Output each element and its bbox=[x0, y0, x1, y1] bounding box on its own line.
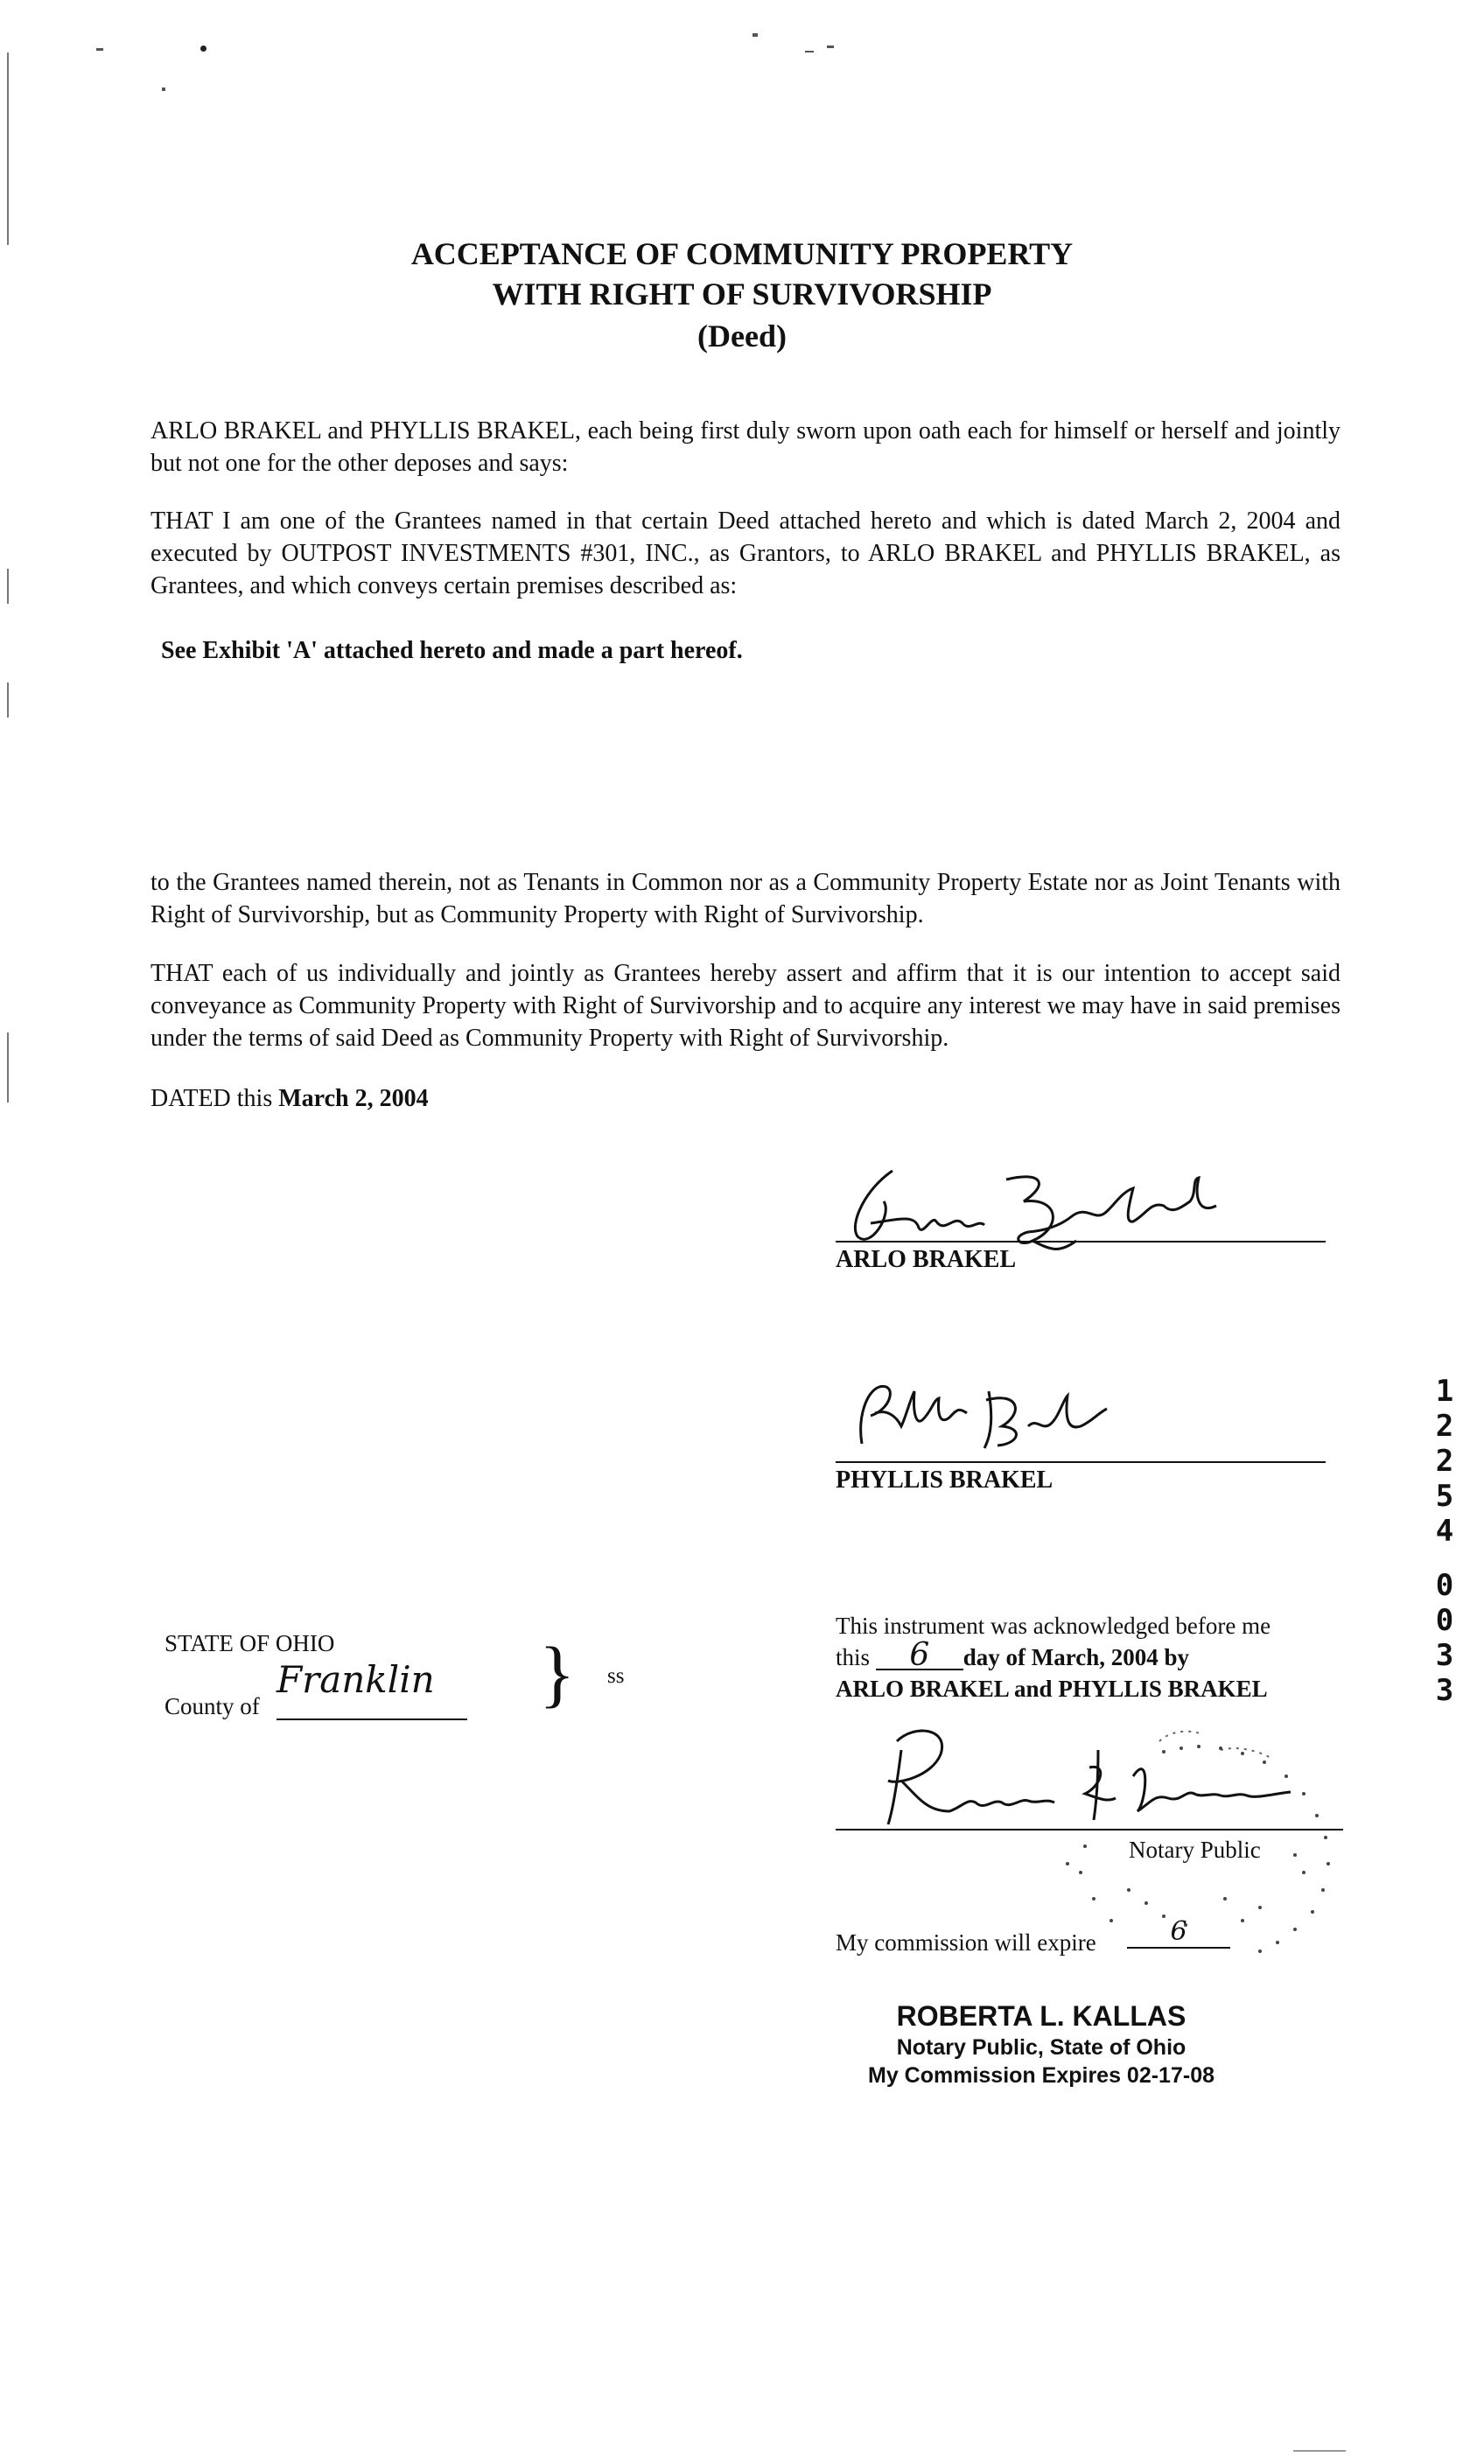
scan-speck bbox=[1293, 2450, 1346, 2452]
exhibit-note: See Exhibit 'A' attached hereto and made a part hereof. bbox=[161, 637, 743, 664]
intention-paragraph: THAT each of us individually and jointly as Grantees hereby assert and affirm that it is our intention to accept said conveyance as Community Property with Right of Survivorship and to acquire any interest we may have in said premises under the terms of said Deed as Community Property with Right of Survivorship. bbox=[150, 960, 1340, 1052]
document-title-line2: WITH RIGHT OF SURVIVORSHIP bbox=[492, 276, 992, 312]
scan-edge-line bbox=[7, 569, 9, 604]
scan-speck bbox=[827, 46, 834, 48]
notary-seal-impression bbox=[1032, 1741, 1400, 2004]
ack-day-suffix: day of March, 2004 by bbox=[962, 1644, 1190, 1670]
stamp-notary-line2: Notary Public, State of Ohio bbox=[896, 2035, 1186, 2060]
venue-ss: ss bbox=[607, 1664, 625, 1688]
recording-digit: 3 bbox=[1435, 1638, 1454, 1673]
ack-line1: This instrument was acknowledged before me bbox=[836, 1613, 1271, 1639]
document-title-line1: ACCEPTANCE OF COMMUNITY PROPERTY bbox=[410, 236, 1074, 271]
tenancy-paragraph: to the Grantees named therein, not as Tenants in Common nor as a Community Property Estate nor as Joint Tenants with Right of Survivorship, but as Community Property with Right of Survivorship. bbox=[150, 869, 1340, 928]
scan-edge-line bbox=[7, 52, 9, 245]
scan-speck bbox=[805, 51, 814, 52]
recording-digit: 0 bbox=[1435, 1568, 1454, 1603]
notary-public-label: Notary Public bbox=[1129, 1837, 1261, 1863]
venue-state: STATE OF OHIO bbox=[164, 1630, 335, 1656]
scan-edge-line bbox=[7, 1032, 9, 1102]
recording-digit: 5 bbox=[1435, 1479, 1454, 1514]
recording-number-vertical bbox=[1432, 1374, 1458, 1708]
stamp-notary-line3: My Commission Expires 02-17-08 bbox=[868, 2063, 1214, 2088]
recording-digit: 0 bbox=[1435, 1603, 1454, 1638]
ack-this: this bbox=[836, 1644, 871, 1670]
document-title-line3: (Deed) bbox=[697, 318, 787, 354]
recording-digit: 2 bbox=[1435, 1409, 1454, 1444]
venue-brace: } bbox=[539, 1631, 576, 1715]
scan-speck bbox=[752, 33, 758, 37]
recording-digit: 2 bbox=[1435, 1444, 1454, 1479]
commission-handwritten: 6 bbox=[1127, 1916, 1230, 1949]
opening-paragraph: ARLO BRAKEL and PHYLLIS BRAKEL, each being first duly sworn upon oath each for himself or herself and jointly but not one for the other deposes and says: bbox=[150, 417, 1340, 477]
scan-speck bbox=[96, 48, 103, 51]
commission-label: My commission will expire bbox=[836, 1929, 1096, 1956]
phyllis-brakel-signature bbox=[836, 1365, 1151, 1461]
recording-digit: 1 bbox=[1435, 1374, 1454, 1409]
dated-value: March 2, 2004 bbox=[278, 1085, 429, 1112]
recording-digit: 3 bbox=[1435, 1673, 1454, 1708]
ack-day-handwritten: 6 bbox=[876, 1642, 963, 1670]
scan-edge-line bbox=[7, 682, 9, 718]
venue-county-handwritten: Franklin bbox=[276, 1658, 435, 1701]
signature-line-2 bbox=[836, 1461, 1326, 1463]
ack-line2 bbox=[836, 1637, 1190, 1673]
scan-speck bbox=[200, 46, 206, 52]
county-underline bbox=[276, 1718, 467, 1720]
venue-county-prefix: County of bbox=[164, 1693, 260, 1719]
signer1-name: ARLO BRAKEL bbox=[836, 1246, 1017, 1273]
scan-speck bbox=[162, 88, 165, 91]
dated-line bbox=[150, 1085, 429, 1113]
grantee-paragraph: THAT I am one of the Grantees named in that certain Deed attached hereto and which is dated March 2, 2004 and executed by OUTPOST INVESTMENTS #301, INC., as Grantors, to ARLO BRAKEL and PHYLLIS BRAKEL, as Grantees, and which conveys certain premises described as: bbox=[150, 508, 1340, 599]
recording-digit: 4 bbox=[1435, 1514, 1454, 1549]
ack-line3: ARLO BRAKEL and PHYLLIS BRAKEL bbox=[836, 1676, 1268, 1702]
signature-line-1 bbox=[836, 1241, 1326, 1242]
stamp-notary-name: ROBERTA L. KALLAS bbox=[896, 2000, 1186, 2032]
dated-prefix: DATED this bbox=[150, 1085, 279, 1112]
signer2-name: PHYLLIS BRAKEL bbox=[836, 1466, 1054, 1494]
